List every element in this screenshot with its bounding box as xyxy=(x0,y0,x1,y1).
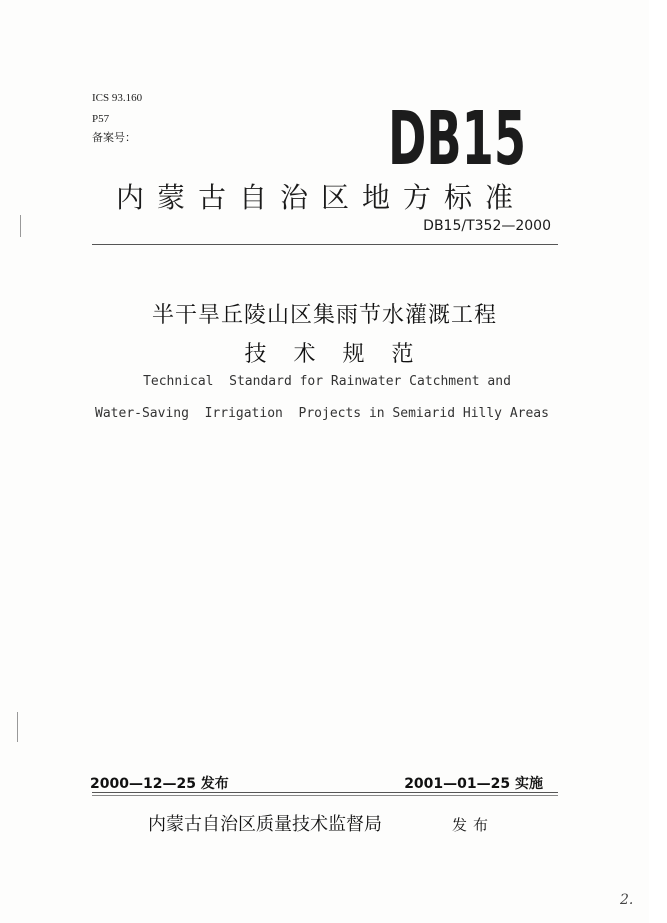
record-number-label: 备案号： xyxy=(92,132,136,144)
english-title-line1: Technical Standard for Rainwater Catchment and xyxy=(143,374,511,389)
english-title-line2: Water-Saving Irrigation Projects in Semiarid Hilly Areas xyxy=(95,406,549,421)
db15-logo-text: DB15 xyxy=(388,96,526,182)
ics-code: ICS 93.160 xyxy=(92,92,143,104)
issue-date: 2000—12—25 发布 xyxy=(90,776,229,792)
document-title-line2: 技术规范 xyxy=(244,342,441,367)
footer-divider-secondary xyxy=(92,795,558,796)
footer-divider xyxy=(92,792,558,793)
db15-logo xyxy=(386,96,528,182)
margin-scan-mark xyxy=(20,215,21,237)
publisher-name: 内蒙古自治区质量技术监督局 xyxy=(148,814,382,835)
standard-category-title: 内蒙古自治区地方标准 xyxy=(116,181,527,214)
standard-code: DB15/T352—2000 xyxy=(423,218,551,234)
implementation-date: 2001—01—25 实施 xyxy=(404,776,543,792)
page-mark: 2. xyxy=(620,892,634,908)
document-title-line1: 半干旱丘陵山区集雨节水灌溉工程 xyxy=(151,303,497,328)
header-divider xyxy=(92,244,558,245)
classification-code: P57 xyxy=(92,113,110,125)
publish-label: 发布 xyxy=(452,816,495,834)
margin-scan-mark xyxy=(17,712,18,742)
